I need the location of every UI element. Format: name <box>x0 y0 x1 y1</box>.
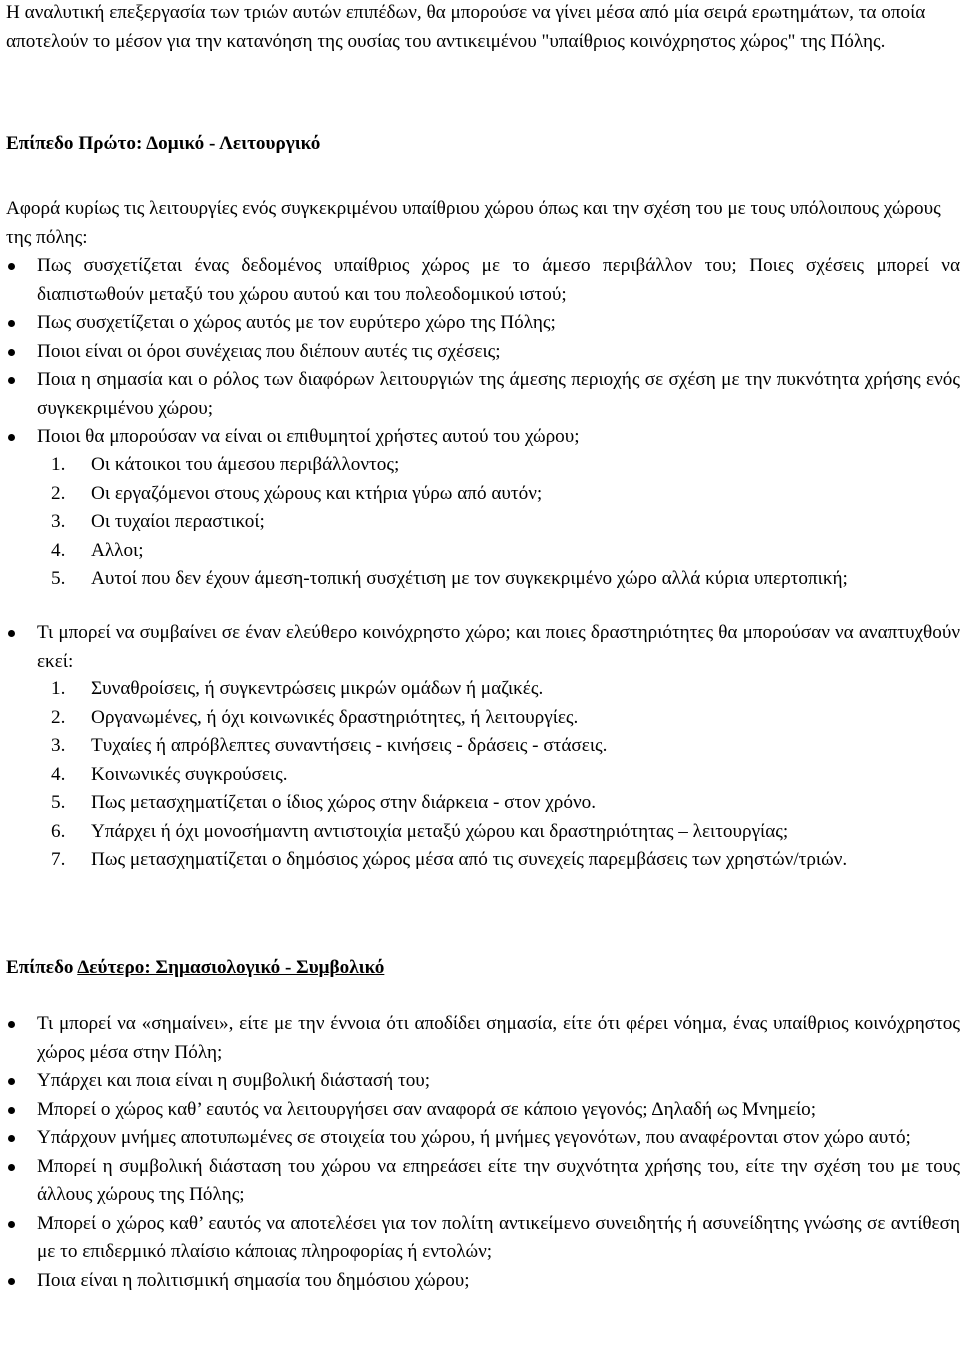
item-text: Οι τυχαίοι περαστικοί; <box>91 511 265 532</box>
activities-bullet <box>6 619 960 676</box>
activities-list-item <box>6 704 960 733</box>
bullet-item: Ποια η σημασία και ο ρόλος των διαφόρων λειτουργιών της άμεσης περιοχής σε σχέση με την πυκνότητα χρήσης ενός συγκεκριμένου χώρου; <box>6 366 960 423</box>
item-number: 6. <box>51 820 66 842</box>
bullet-item: Πως συσχετίζεται ένας δεδομένος υπαίθριος χώρος με το άμεσο περιβάλλον του; Ποιες σχέσεις μπορεί να διαπιστωθούν μεταξύ του χώρου αυτού και του πολεοδομικού ιστού; <box>6 252 960 309</box>
activities-list-item <box>6 846 960 875</box>
item-number: 5. <box>51 792 66 813</box>
item-text: Πως μετασχηματίζεται ο ίδιος χώρος στην διάρκεια - στον χρόνο. <box>91 792 597 813</box>
item-text: Αλλοι; <box>91 539 144 561</box>
bullet-item: Τι μπορεί να συμβαίνει σε έναν ελεύθερο κοινόχρηστο χώρο; και ποιες δραστηριότητες θα μπορούσαν να αναπτυχθούν εκεί: <box>6 619 960 676</box>
item-text: Αυτοί που δεν έχουν άμεση-τοπική συσχέτιση με τον συγκεκριμένο χώρο αλλά κύρια υπερτοπική; <box>91 568 848 589</box>
item-text: Οι εργαζόμενοι στους χώρους και κτήρια γύρω από αυτόν; <box>91 482 543 504</box>
users-list-item <box>6 451 960 480</box>
activities-list-item <box>6 761 960 790</box>
bullet-item: Μπορεί η συμβολική διάσταση του χώρου να επηρεάσει είτε την συχνότητα χρήσης του, είτε την σχέση του με τους άλλους χώρους της Πόλης; <box>6 1153 960 1210</box>
bullet-item: Ποιοι θα μπορούσαν να είναι οι επιθυμητοί χρήστες αυτού του χώρου; <box>6 423 960 452</box>
bullet-item: Μπορεί ο χώρος καθ’ εαυτός να αποτελέσει για τον πολίτη αντικείμενο συνειδητής ή ασυνείδητης γνώσης σε αντίθεση με το επιδερμικό πλαίσιο κάποιας πληροφορίας ή εντολών; <box>6 1210 960 1267</box>
bullet-item: Υπάρχουν μνήμες αποτυπωμένες σε στοιχεία του χώρου, ή μνήμες γεγονότων, που αναφέρονται στον χώρο αυτό; <box>6 1124 960 1153</box>
item-number: 3. <box>51 735 66 756</box>
bullet-item: Υπάρχει και ποια είναι η συμβολική διάστασή του; <box>6 1067 960 1096</box>
users-list-item <box>6 565 960 594</box>
users-list-item <box>6 537 960 566</box>
activities-list-item <box>6 789 960 818</box>
activities-list-item <box>6 818 960 847</box>
item-text: Πως μετασχηματίζεται ο δημόσιος χώρος μέσα από τις συνεχείς παρεμβάσεις των χρηστών/τριών. <box>91 849 848 870</box>
section-2-heading-prefix: Επίπεδο <box>6 957 78 978</box>
bullet-item: Ποια είναι η πολιτισμική σημασία του δημόσιου χώρου; <box>6 1267 960 1296</box>
bullet-item: Τι μπορεί να «σημαίνει», είτε με την έννοια ότι αποδίδει σημασία, είτε ότι φέρει νόημα, ένας υπαίθριος κοινόχρηστος χώρος μέσα στην Πόλη; <box>6 1010 960 1067</box>
activities-list-item <box>6 675 960 704</box>
item-number: 3. <box>51 511 66 532</box>
bullet-item: Μπορεί ο χώρος καθ’ εαυτός να λειτουργήσει σαν αναφορά σε κάποιο γεγονός; Δηλαδή ως Μνημείο; <box>6 1096 960 1125</box>
users-list <box>6 451 960 594</box>
users-list-item <box>6 480 960 509</box>
section-2-bullets <box>6 1010 960 1295</box>
item-text: Οι κάτοικοι του άμεσου περιβάλλοντος; <box>91 454 400 475</box>
item-number: 2. <box>51 706 66 728</box>
section-1-heading: Επίπεδο Πρώτο: Δομικό - Λειτουργικό <box>6 133 321 154</box>
item-text: Τυχαίες ή απρόβλεπτες συναντήσεις - κινήσεις - δράσεις - στάσεις. <box>91 735 608 756</box>
section-1-bullets <box>6 252 960 452</box>
item-text: Συναθροίσεις, ή συγκεντρώσεις μικρών ομάδων ή μαζικές. <box>91 678 544 699</box>
item-number: 2. <box>51 482 66 504</box>
section-1-description: Αφορά κυρίως τις λειτουργίες ενός συγκεκριμένου υπαίθριου χώρου όπως και την σχέση του με τους υπόλοιπους χώρους της πόλης: <box>6 198 941 248</box>
section-2-heading-underlined: Δεύτερο: Σημασιολογικό - Συμβολικό <box>77 957 385 978</box>
bullet-item: Πως συσχετίζεται ο χώρος αυτός με τον ευρύτερο χώρο της Πόλης; <box>6 309 960 338</box>
item-text: Οργανωμένες, ή όχι κοινωνικές δραστηριότητες, ή λειτουργίες. <box>91 706 579 728</box>
users-list-item <box>6 508 960 537</box>
item-text: Υπάρχει ή όχι μονοσήμαντη αντιστοιχία μεταξύ χώρου και δραστηριότητας – λειτουργίας; <box>91 820 789 842</box>
activities-list <box>6 675 960 875</box>
item-number: 4. <box>51 763 66 785</box>
item-number: 7. <box>51 849 66 870</box>
item-number: 1. <box>51 454 66 475</box>
item-number: 4. <box>51 539 66 561</box>
item-number: 1. <box>51 678 66 699</box>
bullet-item: Ποιοι είναι οι όροι συνέχειας που διέπουν αυτές τις σχέσεις; <box>6 338 960 367</box>
item-number: 5. <box>51 568 66 589</box>
activities-list-item <box>6 732 960 761</box>
item-text: Κοινωνικές συγκρούσεις. <box>91 763 288 785</box>
section-2-heading <box>6 954 384 983</box>
intro-paragraph: Η αναλυτική επεξεργασία των τριών αυτών επιπέδων, θα μπορούσε να γίνει μέσα από μία σειρά ερωτημάτων, τα οποία αποτελούν το μέσον για την κατανόηση της ουσίας του αντικειμένου "υπαίθριος κοινόχρηστος χώρος" της Πόλης. <box>6 2 926 52</box>
